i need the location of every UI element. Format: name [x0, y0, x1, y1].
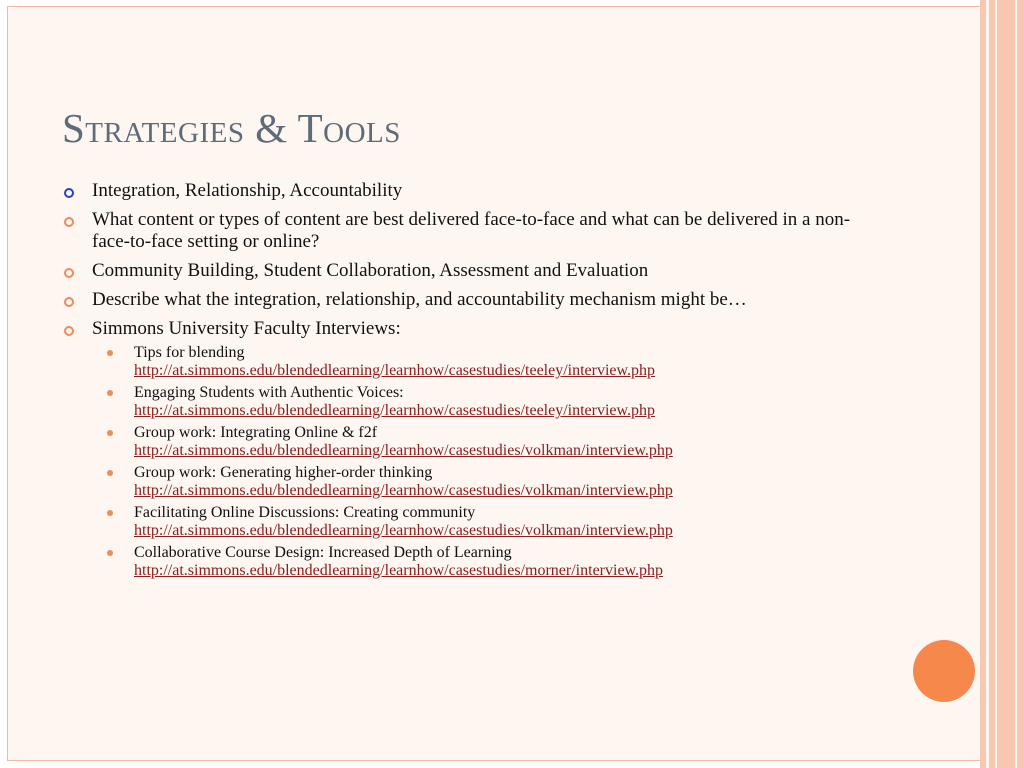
bullet-icon	[64, 297, 74, 307]
interview-label: Group work: Integrating Online & f2f	[134, 424, 378, 441]
bullet-text: Integration, Relationship, Accountability	[92, 180, 403, 201]
interview-label: Collaborative Course Design: Increased Depth of Learning	[134, 544, 512, 561]
sub-bullet-icon	[107, 510, 113, 516]
slide-content	[62, 180, 862, 587]
interview-item	[92, 504, 862, 540]
bullet-item	[62, 289, 862, 311]
bullet-item	[62, 318, 862, 580]
interview-link[interactable]: http://at.simmons.edu/blendedlearning/learnhow/casestudies/volkman/interview.php	[134, 522, 673, 539]
sub-bullet-icon	[107, 390, 113, 396]
bullet-icon	[64, 268, 74, 278]
interview-link[interactable]: http://at.simmons.edu/blendedlearning/learnhow/casestudies/morner/interview.php	[134, 562, 664, 579]
decorative-stripe	[1017, 0, 1024, 768]
bullet-text: What content or types of content are best delivered face-to-face and what can be delivered in a non-face-to-face setting or online?	[92, 209, 851, 252]
decorative-stripe	[997, 0, 1015, 768]
interview-item	[92, 424, 862, 460]
sub-bullet-icon	[107, 550, 113, 556]
interview-link[interactable]: http://at.simmons.edu/blendedlearning/learnhow/casestudies/volkman/interview.php	[134, 442, 673, 459]
interview-link[interactable]: http://at.simmons.edu/blendedlearning/learnhow/casestudies/teeley/interview.php	[134, 402, 656, 419]
bullet-icon	[64, 188, 74, 198]
bullet-text: Community Building, Student Collaboration, Assessment and Evaluation	[92, 260, 649, 281]
interview-item	[92, 384, 862, 420]
slide-title: Strategies & Tools	[62, 105, 401, 151]
interview-link[interactable]: http://at.simmons.edu/blendedlearning/learnhow/casestudies/teeley/interview.php	[134, 362, 656, 379]
interview-item	[92, 464, 862, 500]
interview-label: Facilitating Online Discussions: Creating community	[134, 504, 476, 521]
bullet-icon	[64, 326, 74, 336]
interview-list	[92, 344, 862, 580]
interview-item	[92, 344, 862, 380]
bullet-item	[62, 209, 862, 253]
interview-link[interactable]: http://at.simmons.edu/blendedlearning/learnhow/casestudies/volkman/interview.php	[134, 482, 673, 499]
interview-item	[92, 544, 862, 580]
bullet-icon	[64, 217, 74, 227]
bullet-text: Simmons University Faculty Interviews:	[92, 318, 401, 339]
sub-bullet-icon	[107, 350, 113, 356]
bullet-item	[62, 260, 862, 282]
sub-bullet-icon	[107, 430, 113, 436]
bullet-item	[62, 180, 862, 202]
sub-bullet-icon	[107, 470, 113, 476]
interview-label: Group work: Generating higher-order thinking	[134, 464, 433, 481]
interview-label: Engaging Students with Authentic Voices:	[134, 384, 404, 401]
bullet-list	[62, 180, 862, 580]
bullet-text: Describe what the integration, relationship, and accountability mechanism might be…	[92, 289, 747, 310]
interview-label: Tips for blending	[134, 344, 245, 361]
decorative-circle	[913, 640, 975, 702]
